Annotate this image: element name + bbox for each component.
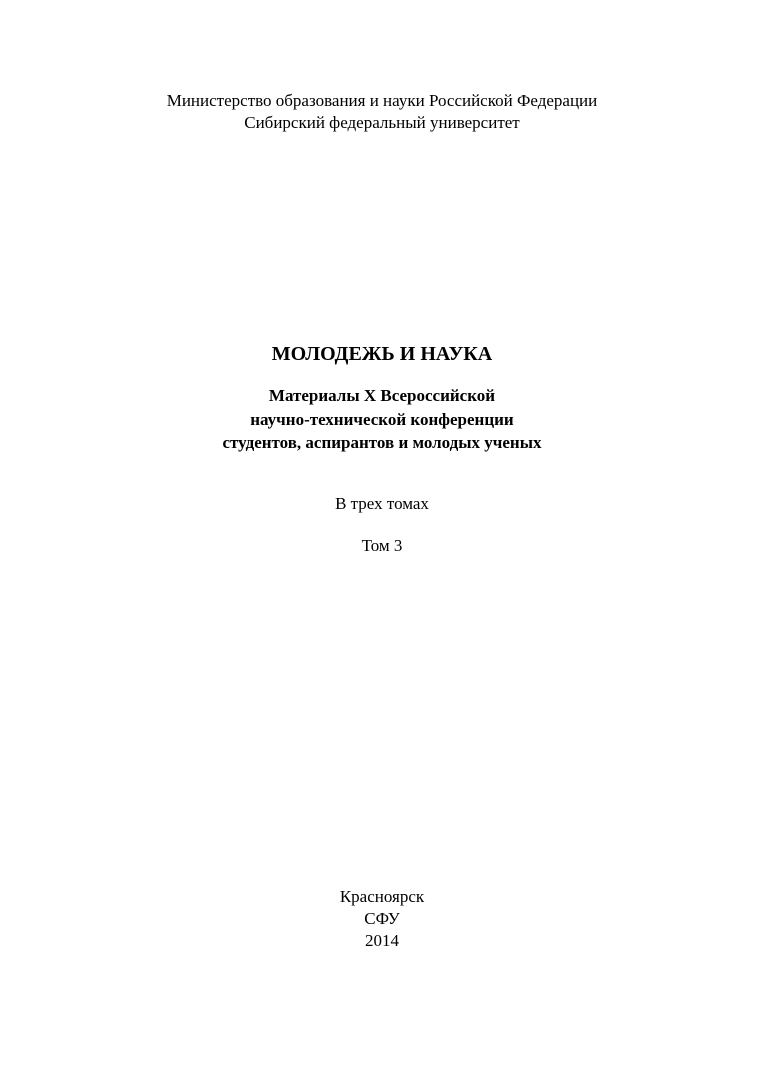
subtitle-line-1: Материалы X Всероссийской: [268, 386, 496, 405]
subtitle-line-2: научно-технической конференции: [250, 410, 514, 429]
volumes-set: В трех томах: [335, 494, 429, 513]
publication-title: МОЛОДЕЖЬ И НАУКА: [271, 343, 493, 365]
university-line: Сибирский федеральный университет: [244, 113, 520, 132]
subtitle-line-3: студентов, аспирантов и молодых ученых: [222, 433, 542, 452]
imprint-publisher: СФУ: [364, 909, 400, 928]
imprint-city: Красноярск: [339, 887, 425, 906]
volume-number: Том 3: [361, 536, 403, 555]
imprint-year: 2014: [365, 931, 399, 950]
ministry-line: Министерство образования и науки Российской Федерации: [166, 91, 598, 110]
